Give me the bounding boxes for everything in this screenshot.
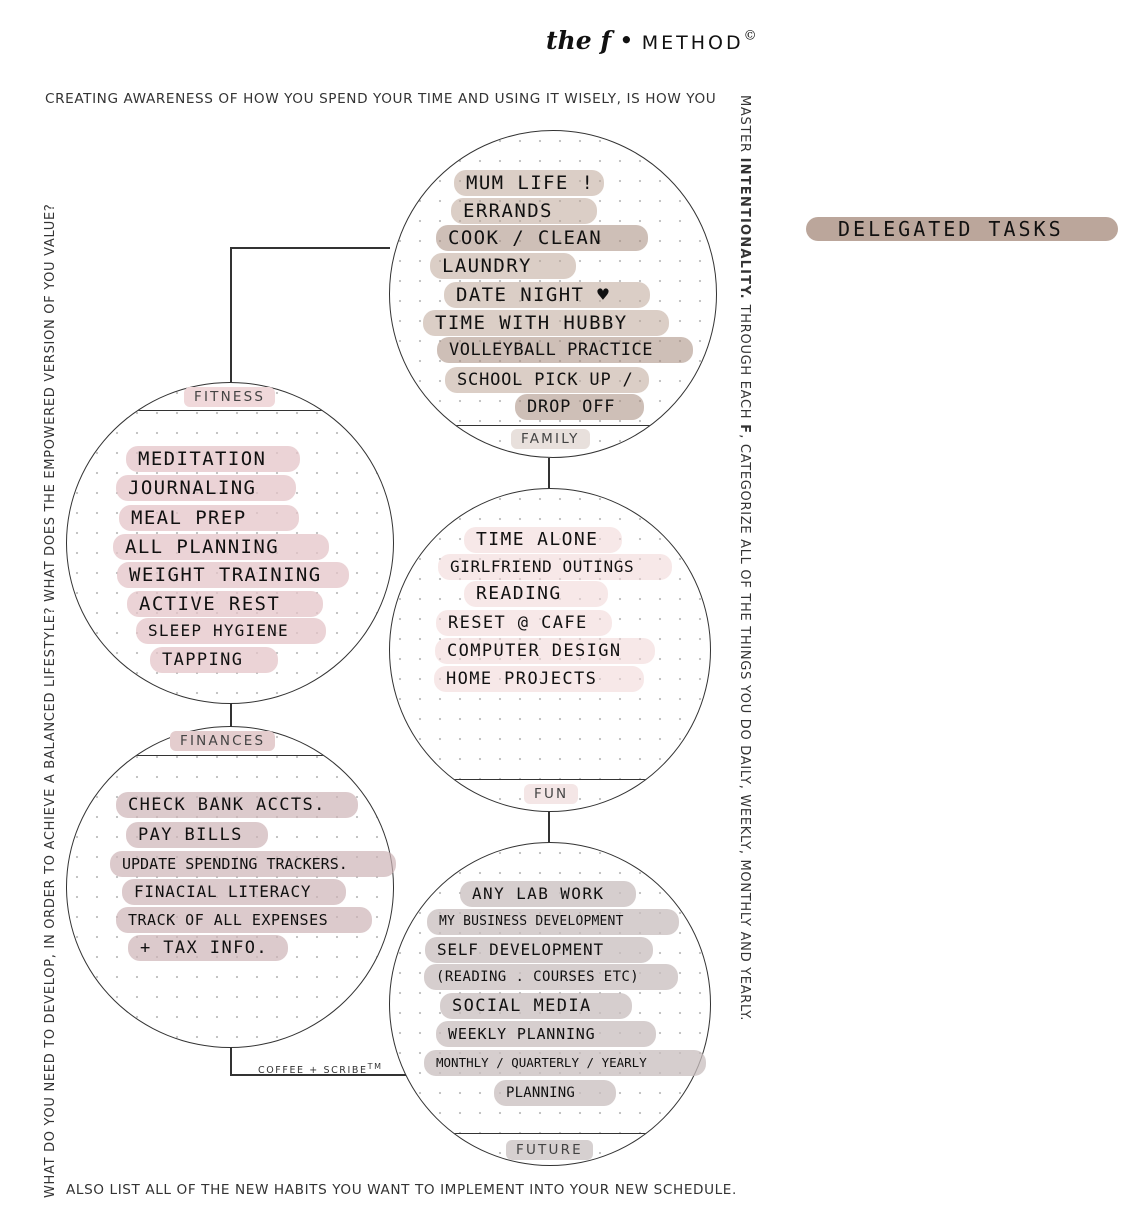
finances-item: + TAX INFO. <box>128 935 288 961</box>
family-item: LAUNDRY <box>430 253 576 279</box>
family-item: ERRANDS <box>451 198 597 224</box>
copyright-mark: © <box>743 28 757 44</box>
future-item: SELF DEVELOPMENT <box>425 937 653 963</box>
circle-divider <box>390 425 716 426</box>
connector-line <box>230 247 390 249</box>
finances-item: FINACIAL LITERACY <box>122 879 346 905</box>
fun-item: GIRLFRIEND OUTINGS <box>438 554 672 580</box>
coffee-scribe-mark <box>258 1062 383 1076</box>
left-instruction: WHAT DO YOU NEED TO DEVELOP, IN ORDER TO ACHIEVE A BALANCED LIFESTYLE? WHAT DOES THE EMPOWERED VERSION OF YOU VALUE? <box>43 203 58 1198</box>
circle-divider <box>390 1133 710 1134</box>
connector-line <box>548 812 550 842</box>
top-instruction: CREATING AWARENESS OF HOW YOU SPEND YOUR TIME AND USING IT WISELY, IS HOW YOU <box>45 91 717 107</box>
fitness-item: TAPPING <box>150 647 278 673</box>
family-item: MUM LIFE ! <box>454 170 604 196</box>
future-item: WEEKLY PLANNING <box>436 1021 656 1047</box>
finances-item: CHECK BANK ACCTS. <box>116 792 358 818</box>
connector-line <box>230 1046 232 1075</box>
right-text-bold-f: F <box>737 424 752 435</box>
right-text-mid: THROUGH EACH <box>737 299 752 425</box>
connector-line <box>548 458 550 488</box>
right-instruction <box>737 95 752 1021</box>
family-item: SCHOOL PICK UP / <box>445 367 649 393</box>
fun-label: FUN <box>524 784 578 804</box>
circle-divider <box>67 755 393 756</box>
right-text-end: , CATEGORIZE ALL OF THE THINGS YOU DO DAILY, WEEKLY, MONTHLY AND YEARLY. <box>737 434 752 1022</box>
circle-divider <box>67 410 393 411</box>
family-item: DATE NIGHT ♥ <box>444 282 650 308</box>
right-text-bold-intentionality: INTENTIONALITY. <box>737 157 752 300</box>
family-item: DROP OFF <box>515 394 644 420</box>
right-text-pre: MASTER <box>737 95 752 158</box>
brand-dot: • <box>619 26 634 55</box>
family-item: TIME WITH HUBBY <box>423 310 669 336</box>
brand-word: METHOD <box>641 32 744 54</box>
finances-item: PAY BILLS <box>126 822 268 848</box>
bottom-instruction: ALSO LIST ALL OF THE NEW HABITS YOU WANT TO IMPLEMENT INTO YOUR NEW SCHEDULE. <box>66 1182 737 1198</box>
fitness-item: ALL PLANNING <box>113 534 329 560</box>
trademark-mark: TM <box>367 1062 383 1071</box>
fitness-item: JOURNALING <box>116 475 296 501</box>
future-item: (READING . COURSES ETC) <box>424 964 678 990</box>
fitness-item: WEIGHT TRAINING <box>117 562 349 588</box>
circle-divider <box>390 779 710 780</box>
family-label: FAMILY <box>511 429 590 449</box>
delegated-tasks-label: DELEGATED TASKS <box>806 217 1118 241</box>
finances-item: TRACK OF ALL EXPENSES <box>116 907 372 933</box>
fun-item: READING <box>464 581 608 607</box>
family-item: COOK / CLEAN <box>436 225 648 251</box>
fun-item: HOME PROJECTS <box>434 666 644 692</box>
connector-line <box>230 247 232 382</box>
future-item: SOCIAL MEDIA <box>440 993 632 1019</box>
finances-item: UPDATE SPENDING TRACKERS. <box>110 851 396 877</box>
finances-label: FINANCES <box>170 731 275 751</box>
future-item: PLANNING <box>494 1080 616 1106</box>
fun-item: COMPUTER DESIGN <box>435 638 655 664</box>
fitness-item: ACTIVE REST <box>127 591 323 617</box>
future-label: FUTURE <box>506 1140 593 1160</box>
family-item: VOLLEYBALL PRACTICE <box>437 337 693 363</box>
brand-script: the f <box>546 26 612 55</box>
future-item: ANY LAB WORK <box>460 881 636 907</box>
connector-line <box>230 702 232 728</box>
future-item: MY BUSINESS DEVELOPMENT <box>427 909 679 935</box>
fitness-item: MEDITATION <box>126 446 300 472</box>
fitness-item: MEAL PREP <box>119 505 299 531</box>
fitness-label: FITNESS <box>184 387 275 407</box>
fun-item: TIME ALONE <box>464 527 622 553</box>
coffee-scribe-text: COFFEE + SCRIBE <box>258 1065 368 1077</box>
fun-item: RESET @ CAFE <box>436 610 612 636</box>
brand-logo <box>546 26 757 55</box>
fitness-item: SLEEP HYGIENE <box>136 618 326 644</box>
future-item: MONTHLY / QUARTERLY / YEARLY <box>424 1050 706 1076</box>
